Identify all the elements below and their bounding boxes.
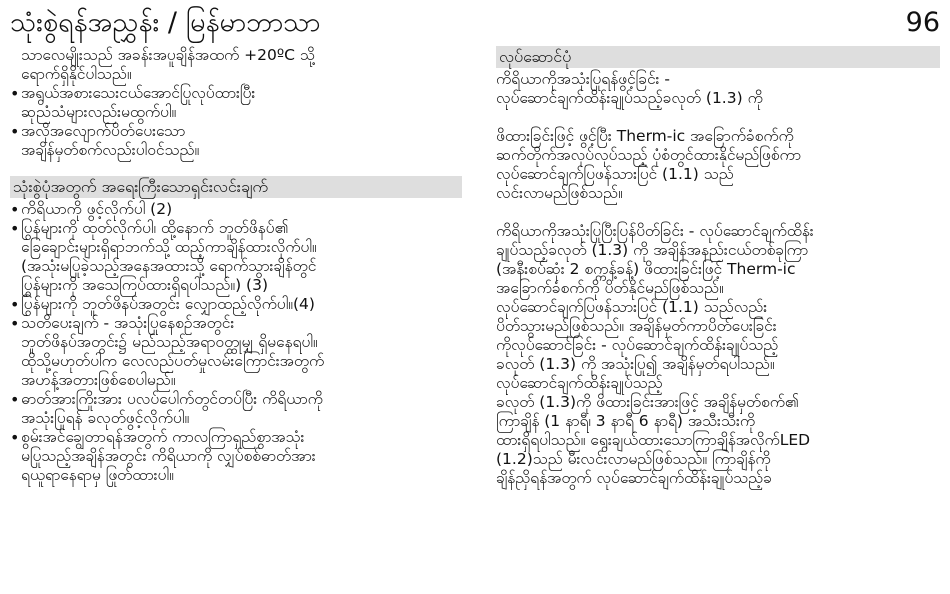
bullet-line: ဘူတ်ဖိနပ်အတွင်း၌ မည်သည့်အရာဝတ္ထုမျှ ရှိမနေရပါ။ bbox=[21, 333, 318, 351]
bullet-line: ခြေချောင်းများရှိရာဘက်သို့ ထည့်ကာချိန်ထားလိုက်ပါ။ bbox=[21, 238, 317, 256]
text-line: (1.2)သည် မီးလင်းလာမည်ဖြစ်သည်။ ကြာချိန်ကို bbox=[496, 450, 771, 468]
bullet-line: • ကိရိယာကို ဖွင့်လိုက်ပါ (2) bbox=[21, 200, 173, 218]
text-line: ဆက်တိုက်အလုပ်လုပ်သည့် ပုံစံတွင်ထားနိုင်မည်ဖြစ်ကာ bbox=[496, 146, 801, 164]
intro-line: သာလေမျိုးသည် အခန်းအပူချိန်အထက် +20ºC သို့ bbox=[21, 46, 315, 64]
page-number: 96 bbox=[905, 7, 940, 38]
text-line: ဖိထားခြင်းဖြင့် ဖွင့်ပြီး Therm-ic အခြောက်ခံစက်ကို bbox=[496, 127, 794, 145]
bullet-line: ဆုညံသံများလည်းမထွက်ပါ။ bbox=[21, 103, 177, 121]
intro-paragraph bbox=[10, 46, 462, 84]
text-line: ပိတ်သွားမည်ဖြစ်သည်။ အချိန်မှတ်ကာပိတ်ပေးခြင်း bbox=[496, 317, 777, 335]
text-line: (အနီးစပ်ဆုံး 2 စက္ကန့်ခန့်) ဖိထားခြင်းဖြင့် Therm-ic bbox=[496, 260, 796, 278]
usage-bullet bbox=[10, 200, 462, 219]
intro-line: ရောက်ရှိနိုင်ပါသည်။ bbox=[21, 65, 132, 83]
text-line: ကိရိယာကိုအသုံးပြုပြီးပြန်ပိတ်ခြင်း - လုပ်ဆောင်ချက်ထိန်း bbox=[496, 222, 814, 240]
text-line: ထားရှိရပါသည်။ ရွေးချယ်ထားသောကြာချိန်အလိုက်LED bbox=[496, 431, 811, 449]
bullet-line: ပြွန်များကို အသေကြပ်ထားရှိရပါသည်။) (3) bbox=[21, 276, 269, 294]
bullet-line: အသုံးပြုရန် ခလုတ်ဖွင့်လိုက်ပါ။ bbox=[21, 409, 190, 427]
paragraph-continuous-mode bbox=[496, 127, 940, 203]
feature-bullet bbox=[10, 84, 462, 122]
right-column bbox=[496, 46, 940, 488]
text-line: လုပ်ဆောင်ချက်ထိန်းချုပ်သည့်ခလုတ် (1.3) ကို bbox=[496, 89, 763, 107]
usage-bullet bbox=[10, 390, 462, 428]
section-heading-usage: သုံးစွဲပုံအတွက် အရေးကြီးသောရှင်းလင်းချက် bbox=[10, 176, 462, 198]
text-line: ကြာချိန် (1 နာရီ၊ 3 နာရီ 6 နာရီ) အသီးသီးကို bbox=[496, 412, 756, 430]
bullet-line: အဟန့်အတားဖြစ်စေပါမည်။ bbox=[21, 371, 176, 389]
bullet-line: • စွမ်းအင်ချွေတာရန်အတွက် ကာလကြာရှည်စွာအသုံး bbox=[21, 428, 305, 446]
bullet-line: • သတိပေးချက် - အသုံးပြုနေစဉ်အတွင်း bbox=[21, 314, 235, 332]
text-line: ကိရိယာကိုအသုံးပြုရန်ဖွင့်ခြင်း - bbox=[496, 70, 670, 88]
bullet-line: • ပြွန်များကို ဘူတ်ဖိနပ်အတွင်း လျှောထည့်လိုက်ပါ။(4) bbox=[21, 295, 315, 313]
bullet-line: အချိန်မှတ်စက်လည်းပါဝင်သည်။ bbox=[21, 141, 200, 159]
text-line: ခလုတ် (1.3)ကို ဖိထားခြင်းအားဖြင့် အချိန်မှတ်စက်၏ bbox=[496, 393, 799, 411]
left-column bbox=[10, 46, 462, 485]
section-heading-operation: လုပ်ဆောင်ပုံ bbox=[496, 46, 940, 68]
text-line: လုပ်ဆောင်ချက်ထိန်းချုပ်သည့် bbox=[496, 374, 663, 392]
bullet-line: • အလိုအလျောက်ပိတ်ပေးသော bbox=[21, 122, 186, 140]
bullet-line: (အသုံးမပြုခဲ့သည့်အနေအထားသို့ ရောက်သွားချိန်တွင် bbox=[21, 257, 317, 275]
bullet-line: ရယူရာနေရာမှ ဖြုတ်ထားပါ။ bbox=[21, 466, 174, 484]
bullet-line: ထိုသို့မဟုတ်ပါက လေလည်ပတ်မှုလမ်းကြောင်းအတွက် bbox=[21, 352, 325, 370]
bullet-line: မပြုသည့်အချိန်အတွင်း ကိရိယာကို လျှပ်စစ်ဓာတ်အား bbox=[21, 447, 316, 465]
text-line: ချိန်ညှိရန်အတွက် လုပ်ဆောင်ချက်ထိန်းချုပ်သည့်ခ bbox=[496, 469, 772, 487]
paragraph-power-off-timer bbox=[496, 222, 940, 488]
usage-bullet bbox=[10, 295, 462, 314]
bullet-line: • ပြွန်များကို ထုတ်လိုက်ပါ၊ ထို့နောက် ဘူတ်ဖိနပ်၏ bbox=[21, 219, 289, 237]
text-line: လုပ်ဆောင်ချက်ပြဖန်သားပြင် (1.1) သည်လည်း bbox=[496, 298, 768, 316]
text-line: ခလုတ် (1.3) ကို အသုံးပြု၍ အချိန်မှတ်ရပါသည်။ bbox=[496, 355, 775, 373]
text-line: ချုပ်သည့်ခလုတ် (1.3) ကို အချိန်အနည်းငယ်တစ်ခုကြာ bbox=[496, 241, 809, 259]
feature-bullet bbox=[10, 122, 462, 160]
usage-bullet bbox=[10, 428, 462, 485]
page-title: သုံးစွဲရန်အညွှန်း / မြန်မာဘာသာ bbox=[10, 7, 321, 38]
usage-bullet bbox=[10, 314, 462, 390]
text-line: ကိုလုပ်ဆောင်ခြင်း - လုပ်ဆောင်ချက်ထိန်းချုပ်သည့် bbox=[496, 336, 779, 354]
text-line: လင်းလာမည်ဖြစ်သည်။ bbox=[496, 184, 623, 202]
text-line: အခြောက်ခံစက်ကို ပိတ်နိုင်မည်ဖြစ်သည်။ bbox=[496, 279, 724, 297]
text-line: လုပ်ဆောင်ချက်ပြဖန်သားပြင် (1.1) သည် bbox=[496, 165, 734, 183]
bullet-line: • အရွယ်အစားသေးငယ်အောင်ပြုလုပ်ထားပြီး bbox=[21, 84, 256, 102]
bullet-line: • ဓာတ်အားကြိုးအား ပလပ်ပေါက်တွင်တပ်ပြီး ကိရိယာကို bbox=[21, 390, 323, 408]
usage-bullet bbox=[10, 219, 462, 295]
paragraph-power-on bbox=[496, 70, 940, 108]
